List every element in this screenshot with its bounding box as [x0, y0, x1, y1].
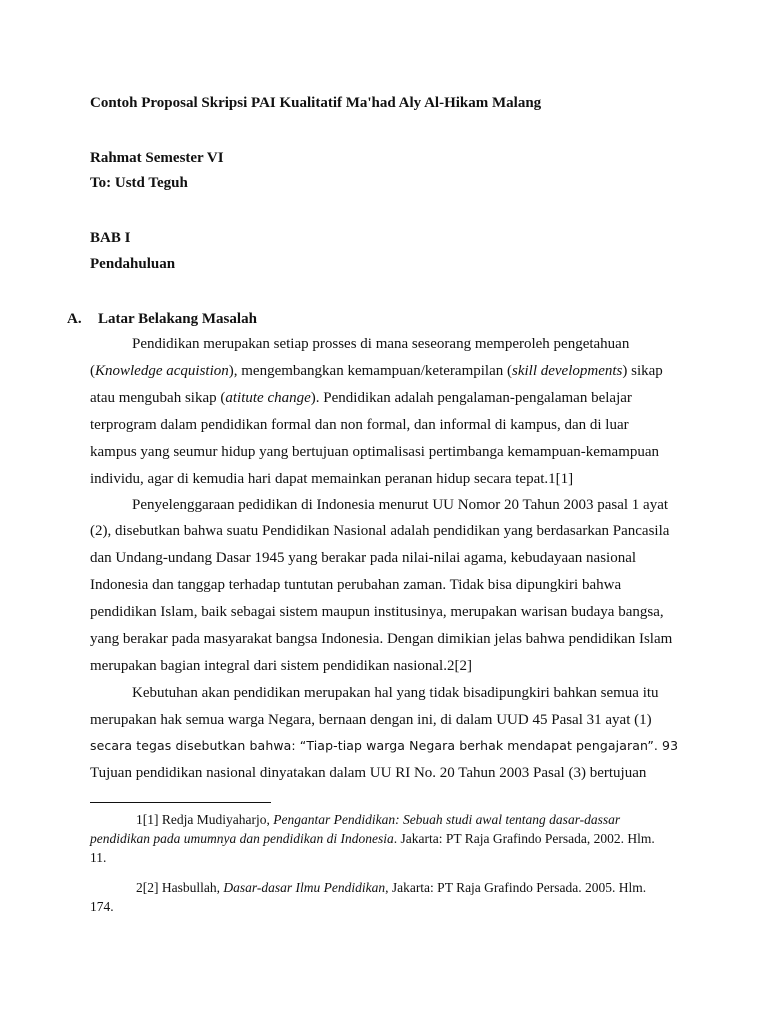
paragraph-1-line-6: individu, agar di kemudia hari dapat memainkan peranan hidup secara tepat.1[1] [90, 471, 574, 487]
chapter-number: BAB I [90, 230, 131, 246]
footnote-2-line-1: 2[2] Hasbullah, Dasar-dasar Ilmu Pendidikan, Jakarta: PT Raja Grafindo Persada. 2005. Hlm. [136, 880, 647, 895]
paragraph-3-line-1: Kebutuhan akan pendidikan merupakan hal yang tidak bisadipungkiri bahkan semua itu [132, 685, 659, 701]
paragraph-1-line-1: Pendidikan merupakan setiap prosses di mana seseorang memperoleh pengetahuan [132, 336, 630, 352]
paragraph-3-line-2: merupakan hak semua warga Negara, bernaan dengan ini, di dalam UUD 45 Pasal 31 ayat (1) [90, 712, 652, 728]
paragraph-2-line-2: (2), disebutkan bahwa suatu Pendidikan Nasional adalah pendidikan yang berdasarkan Pancasila [90, 523, 670, 539]
footnote-1-line-2: pendidikan pada umumnya dan pendidikan di Indonesia. Jakarta: PT Raja Grafindo Persada, 2002. Hlm. [90, 831, 655, 846]
footnote-separator [90, 802, 271, 803]
term-skill-developments: skill developments [511, 363, 623, 379]
footnote-1-line-3: 11. [90, 850, 107, 865]
paragraph-2-line-4: Indonesia dan tanggap terhadap tuntutan perubahan zaman. Tidak bisa dipungkiri bahwa [90, 577, 622, 593]
document-title: Contoh Proposal Skripsi PAI Kualitatif Ma'had Aly Al-Hikam Malang [90, 95, 542, 111]
paragraph-2-line-7: merupakan bagian integral dari sistem pendidikan nasional.2[2] [90, 658, 472, 674]
paragraph-3-line-3: secara tegas disebutkan bahwa: “Tiap-tiap warga Negara berhak mendapat pengajaran”. 93 [90, 738, 679, 753]
paragraph-1-line-4: terprogram dalam pendidikan formal dan non formal, dan informal di kampus, dan di luar [90, 417, 629, 433]
paragraph-3-line-4: Tujuan pendidikan nasional dinyatakan dalam UU RI No. 20 Tahun 2003 Pasal (3) bertujuan [90, 765, 647, 781]
term-attitude-change: atitute change [225, 390, 311, 406]
section-marker: A. [67, 311, 82, 327]
paragraph-2-line-1: Penyelenggaraan pedidikan di Indonesia menurut UU Nomor 20 Tahun 2003 pasal 1 ayat [132, 497, 669, 513]
paragraph-1-line-3: atau mengubah sikap (atitute change). Pendidikan adalah pengalaman-pengalaman belajar [90, 390, 632, 406]
paragraph-2-line-5: pendidikan Islam, baik sebagai sistem maupun institusinya, merupakan warisan budaya bangsa, [90, 604, 664, 620]
term-knowledge-acquisition: Knowledge acquistion [95, 363, 229, 379]
paragraph-1-line-5: kampus yang seumur hidup yang bertujuan optimalisasi pertimbanga kemampuan-kemampuan [90, 444, 660, 460]
footnote-2-line-2: 174. [90, 899, 114, 914]
author-line: Rahmat Semester VI [90, 150, 224, 166]
footnote-1-line-1: 1[1] Redja Mudiyaharjo, Pengantar Pendidikan: Sebuah studi awal tentang dasar-dassar [136, 812, 621, 827]
paragraph-2-line-3: dan Undang-undang Dasar 1945 yang berakar pada nilai-nilai agama, kebudayaan nasional [90, 550, 637, 566]
section-title: Latar Belakang Masalah [98, 311, 257, 327]
paragraph-2-line-6: yang berakar pada masyarakat bangsa Indonesia. Dengan dimikian jelas bahwa pendidikan Islam [90, 631, 673, 647]
paragraph-1-line-2: (Knowledge acquistion), mengembangkan kemampuan/keterampilan (skill developments) sikap [90, 363, 663, 379]
chapter-title: Pendahuluan [90, 256, 176, 272]
recipient-line: To: Ustd Teguh [90, 175, 188, 191]
